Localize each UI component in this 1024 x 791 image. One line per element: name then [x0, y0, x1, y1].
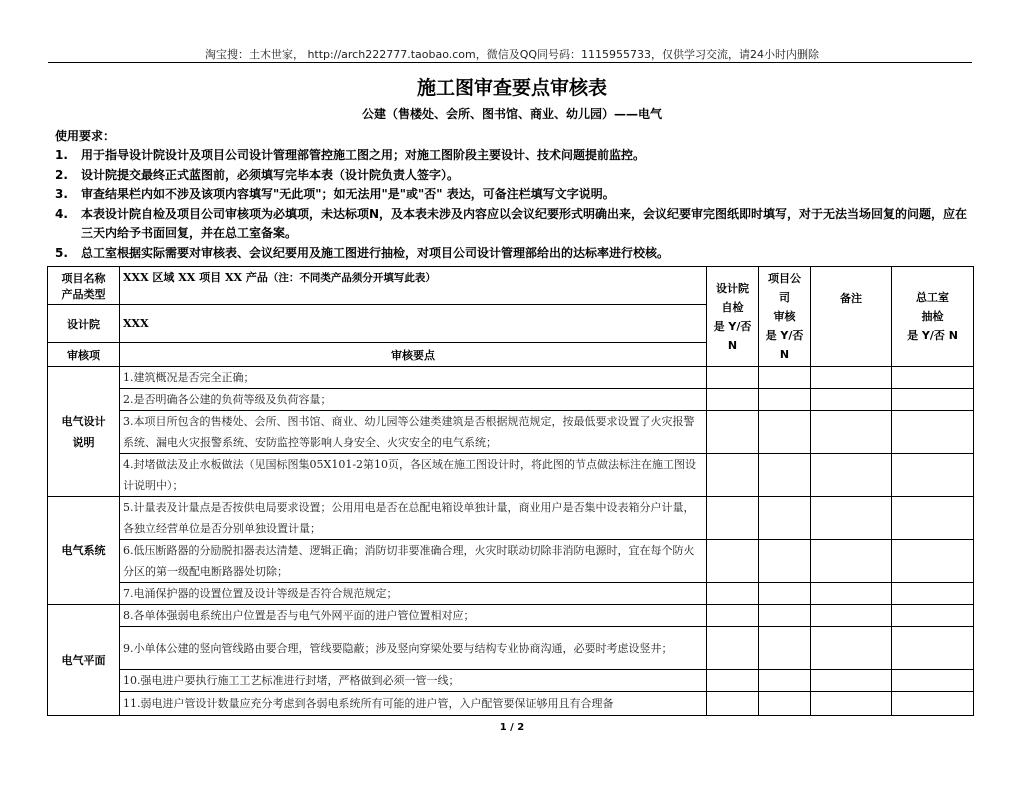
chief-check-cell[interactable]	[892, 389, 974, 411]
design-institute-value: XXX	[120, 305, 707, 343]
page-title: 施工图审查要点审核表	[416, 77, 607, 99]
self-check-cell[interactable]	[707, 540, 759, 583]
remarks-cell[interactable]	[811, 627, 892, 670]
requirements-title: 使用要求：	[55, 129, 116, 143]
remarks-cell[interactable]	[811, 454, 892, 497]
remarks-cell[interactable]	[811, 497, 892, 540]
requirement-number: 1.	[55, 148, 68, 162]
chief-check-header	[892, 267, 974, 367]
company-review-cell[interactable]	[759, 670, 811, 692]
project-name-value: XXX 区域 XX 项目 XX 产品	[123, 271, 268, 284]
header-line: 是 Y/否	[713, 319, 752, 333]
requirement-number: 3.	[55, 187, 68, 201]
self-check-cell[interactable]	[707, 497, 759, 540]
requirement-number: 5.	[55, 245, 68, 260]
header-line: N	[779, 348, 790, 361]
company-review-cell[interactable]	[759, 605, 811, 627]
requirement-item	[55, 205, 975, 244]
table-row	[48, 627, 974, 670]
header-line: 抽检	[921, 310, 944, 323]
table-row	[48, 540, 974, 583]
table-row	[48, 583, 974, 605]
chief-check-cell[interactable]	[892, 627, 974, 670]
audit-table	[47, 266, 974, 716]
audit-point: 1.建筑概况是否完全正确；	[120, 367, 707, 389]
product-type-label: 产品类型	[61, 287, 106, 301]
requirement-text: 总工室根据实际需要对审核表、会议纪要用及施工图进行抽检，对项目公司设计管理部给出的达标率进行校核。	[81, 245, 670, 260]
table-row	[48, 605, 974, 627]
self-check-cell[interactable]	[707, 605, 759, 627]
header-line: 项目公	[768, 272, 801, 285]
audit-point: 7.电涌保护器的设置位置及设计等级是否符合规范规定；	[120, 583, 707, 605]
table-row	[48, 367, 974, 389]
audit-point: 8.各单体强弱电系统出户位置是否与电气外网平面的进户管位置相对应；	[120, 605, 707, 627]
company-review-cell[interactable]	[759, 497, 811, 540]
requirement-item	[55, 146, 975, 166]
company-review-cell[interactable]	[759, 583, 811, 605]
table-row	[48, 454, 974, 497]
category-line: 电气系统	[61, 544, 106, 557]
requirement-item	[55, 244, 975, 264]
chief-check-cell[interactable]	[892, 670, 974, 692]
company-review-cell[interactable]	[759, 367, 811, 389]
requirement-text: 本表设计院自检及项目公司审核项为必填项，未达标项N，及本表未涉及内容应以会议纪要形式明确出来，会议纪要审完图纸即时填写，对于无法当场回复的问题，应在三天内给予书面回复，并在总工室备案。	[81, 206, 968, 240]
self-check-cell[interactable]	[707, 411, 759, 454]
remarks-cell[interactable]	[811, 692, 892, 716]
audit-point: 4.封堵做法及止水板做法（见国标图集05X101-2第10页，各区域在施工图设计时，将此图的节点做法标注在施工图设计说明中）；	[120, 454, 707, 497]
project-name-label-cell	[48, 267, 120, 305]
remarks-cell[interactable]	[811, 583, 892, 605]
self-check-cell[interactable]	[707, 583, 759, 605]
header-line: N	[727, 338, 738, 352]
category-line: 说明	[72, 435, 95, 449]
requirement-text: 用于指导设计院设计及项目公司设计管理部管控施工图之用；对施工图阶段主要设计、技术问题提前监控。	[81, 148, 646, 162]
audit-point: 3.本项目所包含的售楼处、会所、图书馆、商业、幼儿园等公建类建筑是否根据规范规定，按最低要求设置了火灾报警系统、漏电火灾报警系统、安防监控等影响人身安全、火灾安全的电气系统；	[120, 411, 707, 454]
self-check-cell[interactable]	[707, 670, 759, 692]
requirement-text: 审查结果栏内如不涉及该项内容填写"无此项"；如无法用"是"或"否" 表达，可备注栏填写文字说明。	[81, 187, 615, 201]
category-cell	[48, 367, 120, 497]
company-review-cell[interactable]	[759, 540, 811, 583]
company-review-cell[interactable]	[759, 389, 811, 411]
design-institute-label: 设计院	[48, 305, 120, 343]
remarks-cell[interactable]	[811, 605, 892, 627]
remarks-cell[interactable]	[811, 367, 892, 389]
requirement-text: 设计院提交最终正式蓝图前，必须填写完毕本表（设计院负责人签字）。	[81, 167, 460, 182]
audit-point: 5.计量表及计量点是否按供电局要求设置；公用用电是否在总配电箱设单独计量，商业用户是否集中设表箱分户计量，各独立经营单位是否分别单独设置计量；	[120, 497, 707, 540]
header-line: 总工室	[916, 291, 949, 304]
header-note: 淘宝搜：土木世家， http://arch222777.taobao.com，微信及QQ同号码：1115955733，仅供学习交流，请24小时内删除	[204, 48, 820, 61]
table-row	[48, 670, 974, 692]
table-row	[48, 692, 974, 716]
header-line: 是 Y/否 N	[907, 329, 958, 342]
chief-check-cell[interactable]	[892, 367, 974, 389]
audit-point: 10.强电进户要执行施工工艺标准进行封堵，严格做到必须一管一线；	[120, 670, 707, 692]
header-line: 是 Y/否	[765, 329, 804, 342]
self-check-cell[interactable]	[707, 367, 759, 389]
page-subtitle: 公建（售楼处、会所、图书馆、商业、幼儿园）——电气	[361, 107, 662, 121]
project-name-label: 项目名称	[61, 271, 106, 285]
chief-check-cell[interactable]	[892, 411, 974, 454]
header-line: 设计院	[716, 281, 749, 295]
audit-point: 6.低压断路器的分励脱扣器表达清楚、逻辑正确；消防切非要准确合理，火灾时联动切除非消防电源时，宜在每个防火分区的第一级配电断路器处切除；	[120, 540, 707, 583]
chief-check-cell[interactable]	[892, 605, 974, 627]
self-check-cell[interactable]	[707, 454, 759, 497]
category-cell	[48, 605, 120, 716]
audit-point: 9.小单体公建的竖向管线路由要合理，管线要隐蔽；涉及竖向穿梁处要与结构专业协商沟通，必要时考虑设竖井；	[120, 627, 707, 670]
requirement-item	[55, 166, 975, 186]
header-divider	[48, 62, 972, 63]
project-name-value-cell	[120, 267, 707, 305]
header-line: 自检	[721, 300, 744, 314]
company-review-cell[interactable]	[759, 692, 811, 716]
chief-check-cell[interactable]	[892, 540, 974, 583]
company-review-cell[interactable]	[759, 411, 811, 454]
requirements-list	[55, 146, 975, 263]
chief-check-cell[interactable]	[892, 692, 974, 716]
chief-check-cell[interactable]	[892, 497, 974, 540]
table-row	[48, 411, 974, 454]
company-review-cell[interactable]	[759, 627, 811, 670]
self-check-cell[interactable]	[707, 389, 759, 411]
audit-points-header: 审核要点	[120, 343, 707, 367]
self-check-header	[707, 267, 759, 367]
self-check-cell[interactable]	[707, 627, 759, 670]
remarks-cell[interactable]	[811, 540, 892, 583]
audit-item-header: 审核项	[48, 343, 120, 367]
requirement-number: 2.	[55, 167, 68, 182]
audit-point: 11.弱电进户管设计数量应充分考虑到各弱电系统所有可能的进户管，入户配管要保证够用且有合理备	[120, 692, 707, 716]
category-cell	[48, 497, 120, 605]
company-review-header	[759, 267, 811, 367]
category-line: 电气设计	[61, 414, 106, 428]
header-line: 备注	[840, 292, 862, 305]
company-review-cell[interactable]	[759, 454, 811, 497]
requirement-item	[55, 185, 975, 205]
chief-check-cell[interactable]	[892, 454, 974, 497]
header-line: 司	[779, 291, 790, 304]
remarks-header	[811, 267, 892, 367]
project-name-note: （注：不同类产品须分开填写此表）	[267, 272, 436, 284]
chief-check-cell[interactable]	[892, 583, 974, 605]
table-row	[48, 389, 974, 411]
table-row	[48, 497, 974, 540]
self-check-cell[interactable]	[707, 692, 759, 716]
audit-point: 2.是否明确各公建的负荷等级及负荷容量；	[120, 389, 707, 411]
page-number: 1 / 2	[499, 722, 525, 733]
remarks-cell[interactable]	[811, 670, 892, 692]
remarks-cell[interactable]	[811, 389, 892, 411]
category-line: 电气平面	[61, 653, 106, 667]
header-line: 审核	[773, 310, 796, 323]
remarks-cell[interactable]	[811, 411, 892, 454]
requirement-number: 4.	[55, 206, 68, 221]
